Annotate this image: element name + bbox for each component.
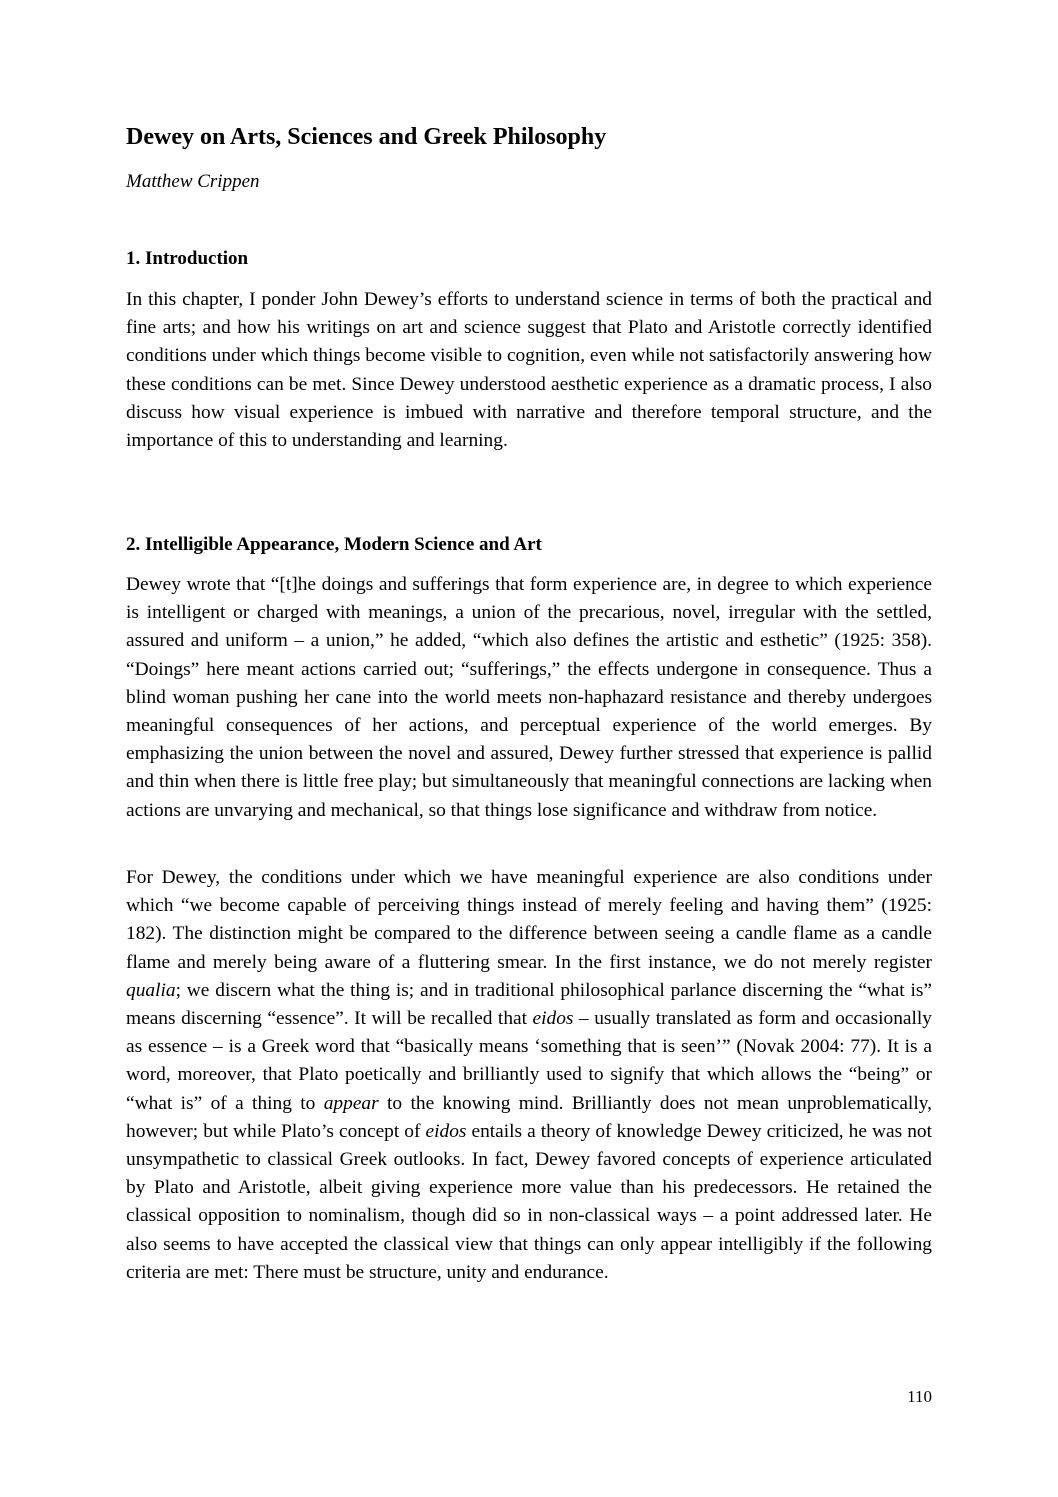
paragraph-text: to the knowing mind. Brilliantly does not mean unproblematically, however; but while Plato’s concept of — [126, 1092, 932, 1142]
italic-term-qualia: qualia — [126, 979, 176, 1001]
paragraph-text: In this chapter, I ponder John Dewey’s efforts to understand science in terms of both the practical and fine arts; and how his writings on art and science suggest that Plato and Aristotle correctly identified conditions under which things become visible to cognition, even while not satisfactorily answering how these conditions can be met. Since Dewey understood aesthetic experience as a dramatic process, I also discuss how visual experience is imbued with narrative and therefore temporal structure, and the importance of this to understanding and learning. — [126, 289, 932, 452]
section-heading-introduction: 1. Introduction — [126, 248, 249, 269]
paragraph-text: – usually translated as form and occasionally as essence – is a Greek word that “basically means ‘something that is seen’” (Novak 2004: 77). It is a word, moreover, that Plato poetically and brilliantly used to signify that which allows the “being” or “what is” of a thing to — [126, 1008, 932, 1114]
section-heading-intelligible-appearance: 2. Intelligible Appearance, Modern Science and Art — [126, 534, 542, 555]
italic-term-eidos: eidos — [532, 1008, 574, 1030]
document-title: Dewey on Arts, Sciences and Greek Philosophy — [126, 124, 607, 150]
italic-term-appear: appear — [323, 1092, 379, 1114]
paragraph-text: entails a theory of knowledge Dewey criticized, he was not unsympathetic to classical Greek outlooks. In fact, Dewey favored concepts of experience articulated by Plato and Aristotle, albeit giving experience more value than his predecessors. He retained the classical opposition to nominalism, though did so in non-classical ways – a point addressed later. He also seems to have accepted the classical view that things can only appear intelligibly if the following criteria are met: There must be structure, unity and endurance. — [126, 1120, 932, 1283]
paragraph-text: For Dewey, the conditions under which we have meaningful experience are also conditions under which “we become capable of perceiving things instead of merely feeling and having them” (1925: 182). The distinction might be compared to the difference between seeing a candle flame as a candle flame and merely being aware of a fluttering smear. In the first instance, we do not merely register — [126, 867, 932, 973]
paragraph-introduction — [126, 286, 932, 455]
paragraph-doings-sufferings — [126, 571, 932, 825]
italic-term-eidos: eidos — [425, 1120, 467, 1142]
author-name: Matthew Crippen — [126, 171, 260, 192]
paragraph-text: Dewey wrote that “[t]he doings and sufferings that form experience are, in degree to which experience is intelligent or charged with meanings, a union of the precarious, novel, irregular with the settled, assured and uniform – a union,” he added, “which also defines the artistic and esthetic” (1925: 358). “Doings” here meant actions carried out; “sufferings,” the effects undergone in consequence. Thus a blind woman pushing her cane into the world meets non-haphazard resistance and thereby undergoes meaningful consequences of her actions, and perceptual experience of the world emerges. By emphasizing the union between the novel and assured, Dewey further stressed that experience is pallid and thin when there is little free play; but simultaneously that meaningful connections are lacking when actions are unvarying and mechanical, so that things lose significance and withdraw from notice. — [126, 574, 932, 821]
page-number: 110 — [907, 1387, 932, 1406]
paragraph-meaningful-experience — [126, 864, 932, 1287]
paragraph-text: ; we discern what the thing is; and in traditional philosophical parlance discerning the “what is” means discerning “essence”. It will be recalled that — [126, 979, 932, 1030]
